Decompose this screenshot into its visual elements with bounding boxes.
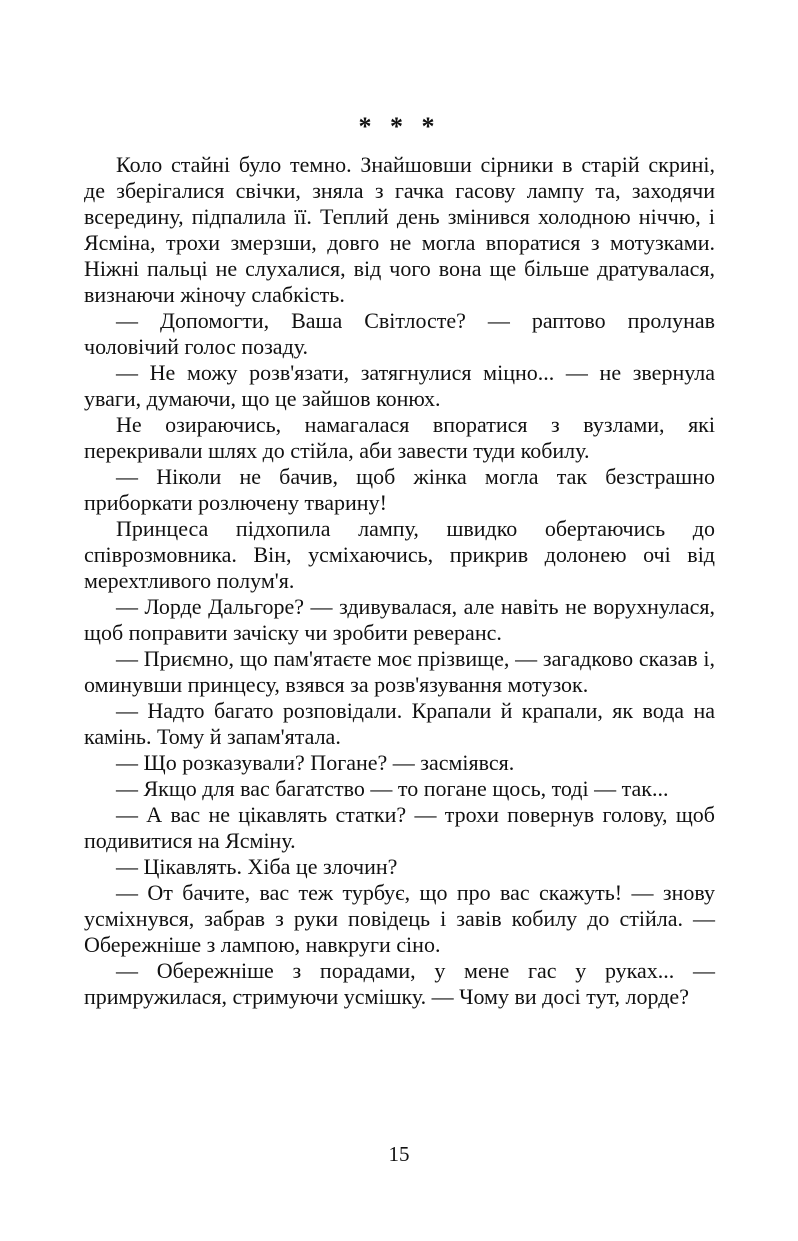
paragraph: Не озираючись, намагалася впоратися з вузлами, які перекривали шлях до стійла, аби завести туди кобилу. [84, 412, 715, 463]
paragraph: — Допомогти, Ваша Світлосте? — раптово пролунав чоловічий голос позаду. [84, 308, 715, 359]
paragraph: — Що розказували? Погане? — засміявся. [116, 750, 515, 775]
paragraph: — Надто багато розповідали. Крапали й крапали, як вода на камінь. Тому й запам'ятала. [84, 698, 715, 749]
paragraph: — Якщо для вас багатство — то погане щось, тоді — так... [116, 776, 669, 801]
paragraph: — А вас не цікавлять статки? — трохи повернув голову, щоб подивитися на Ясміну. [84, 802, 715, 853]
paragraph: — Обережніше з порадами, у мене гас у руках... — примружилася, стримуючи усмішку. — Чому ви досі тут, лорде? [84, 958, 715, 1009]
paragraph: — Приємно, що пам'ятаєте моє прізвище, — загадково сказав і, оминувши принцесу, взявся за розв'язування мотузок. [84, 646, 715, 697]
text-block [84, 152, 715, 1010]
paragraph: — Ніколи не бачив, щоб жінка могла так безстрашно приборкати розлючену тварину! [84, 464, 715, 515]
paragraph: Принцеса підхопила лампу, швидко обертаючись до співрозмовника. Він, усміхаючись, прикрив долонею очі від мерехтливого полум'я. [84, 516, 715, 593]
page-number: 15 [388, 1142, 410, 1166]
paragraph: — Не можу розв'язати, затягнулися міцно... — не звернула уваги, думаючи, що це зайшов конюх. [84, 360, 715, 411]
paragraph: — От бачите, вас теж турбує, що про вас скажуть! — знову усміхнувся, забрав з руки повідець і завів кобилу до стійла. — Обережніше з лампою, навкруги сіно. [84, 880, 715, 957]
paragraph: — Лорде Дальгоре? — здивувалася, але навіть не ворухнулася, щоб поправити зачіску чи зробити реверанс. [84, 594, 715, 645]
section-separator: * * * [358, 112, 441, 141]
paragraph: Коло стайні було темно. Знайшовши сірники в старій скрині, де зберігалися свічки, зняла з гачка гасову лампу та, заходячи всередину, підпалила її. Теплий день змінився холодною ніччю, і Ясміна, трохи змерзши, довго не могла впоратися з мотузками. Ніжні пальці не слухалися, від чого вона ще більше дратувалася, визнаючи жіночу слабкість. [84, 152, 715, 307]
paragraph: — Цікавлять. Хіба це злочин? [116, 854, 398, 879]
